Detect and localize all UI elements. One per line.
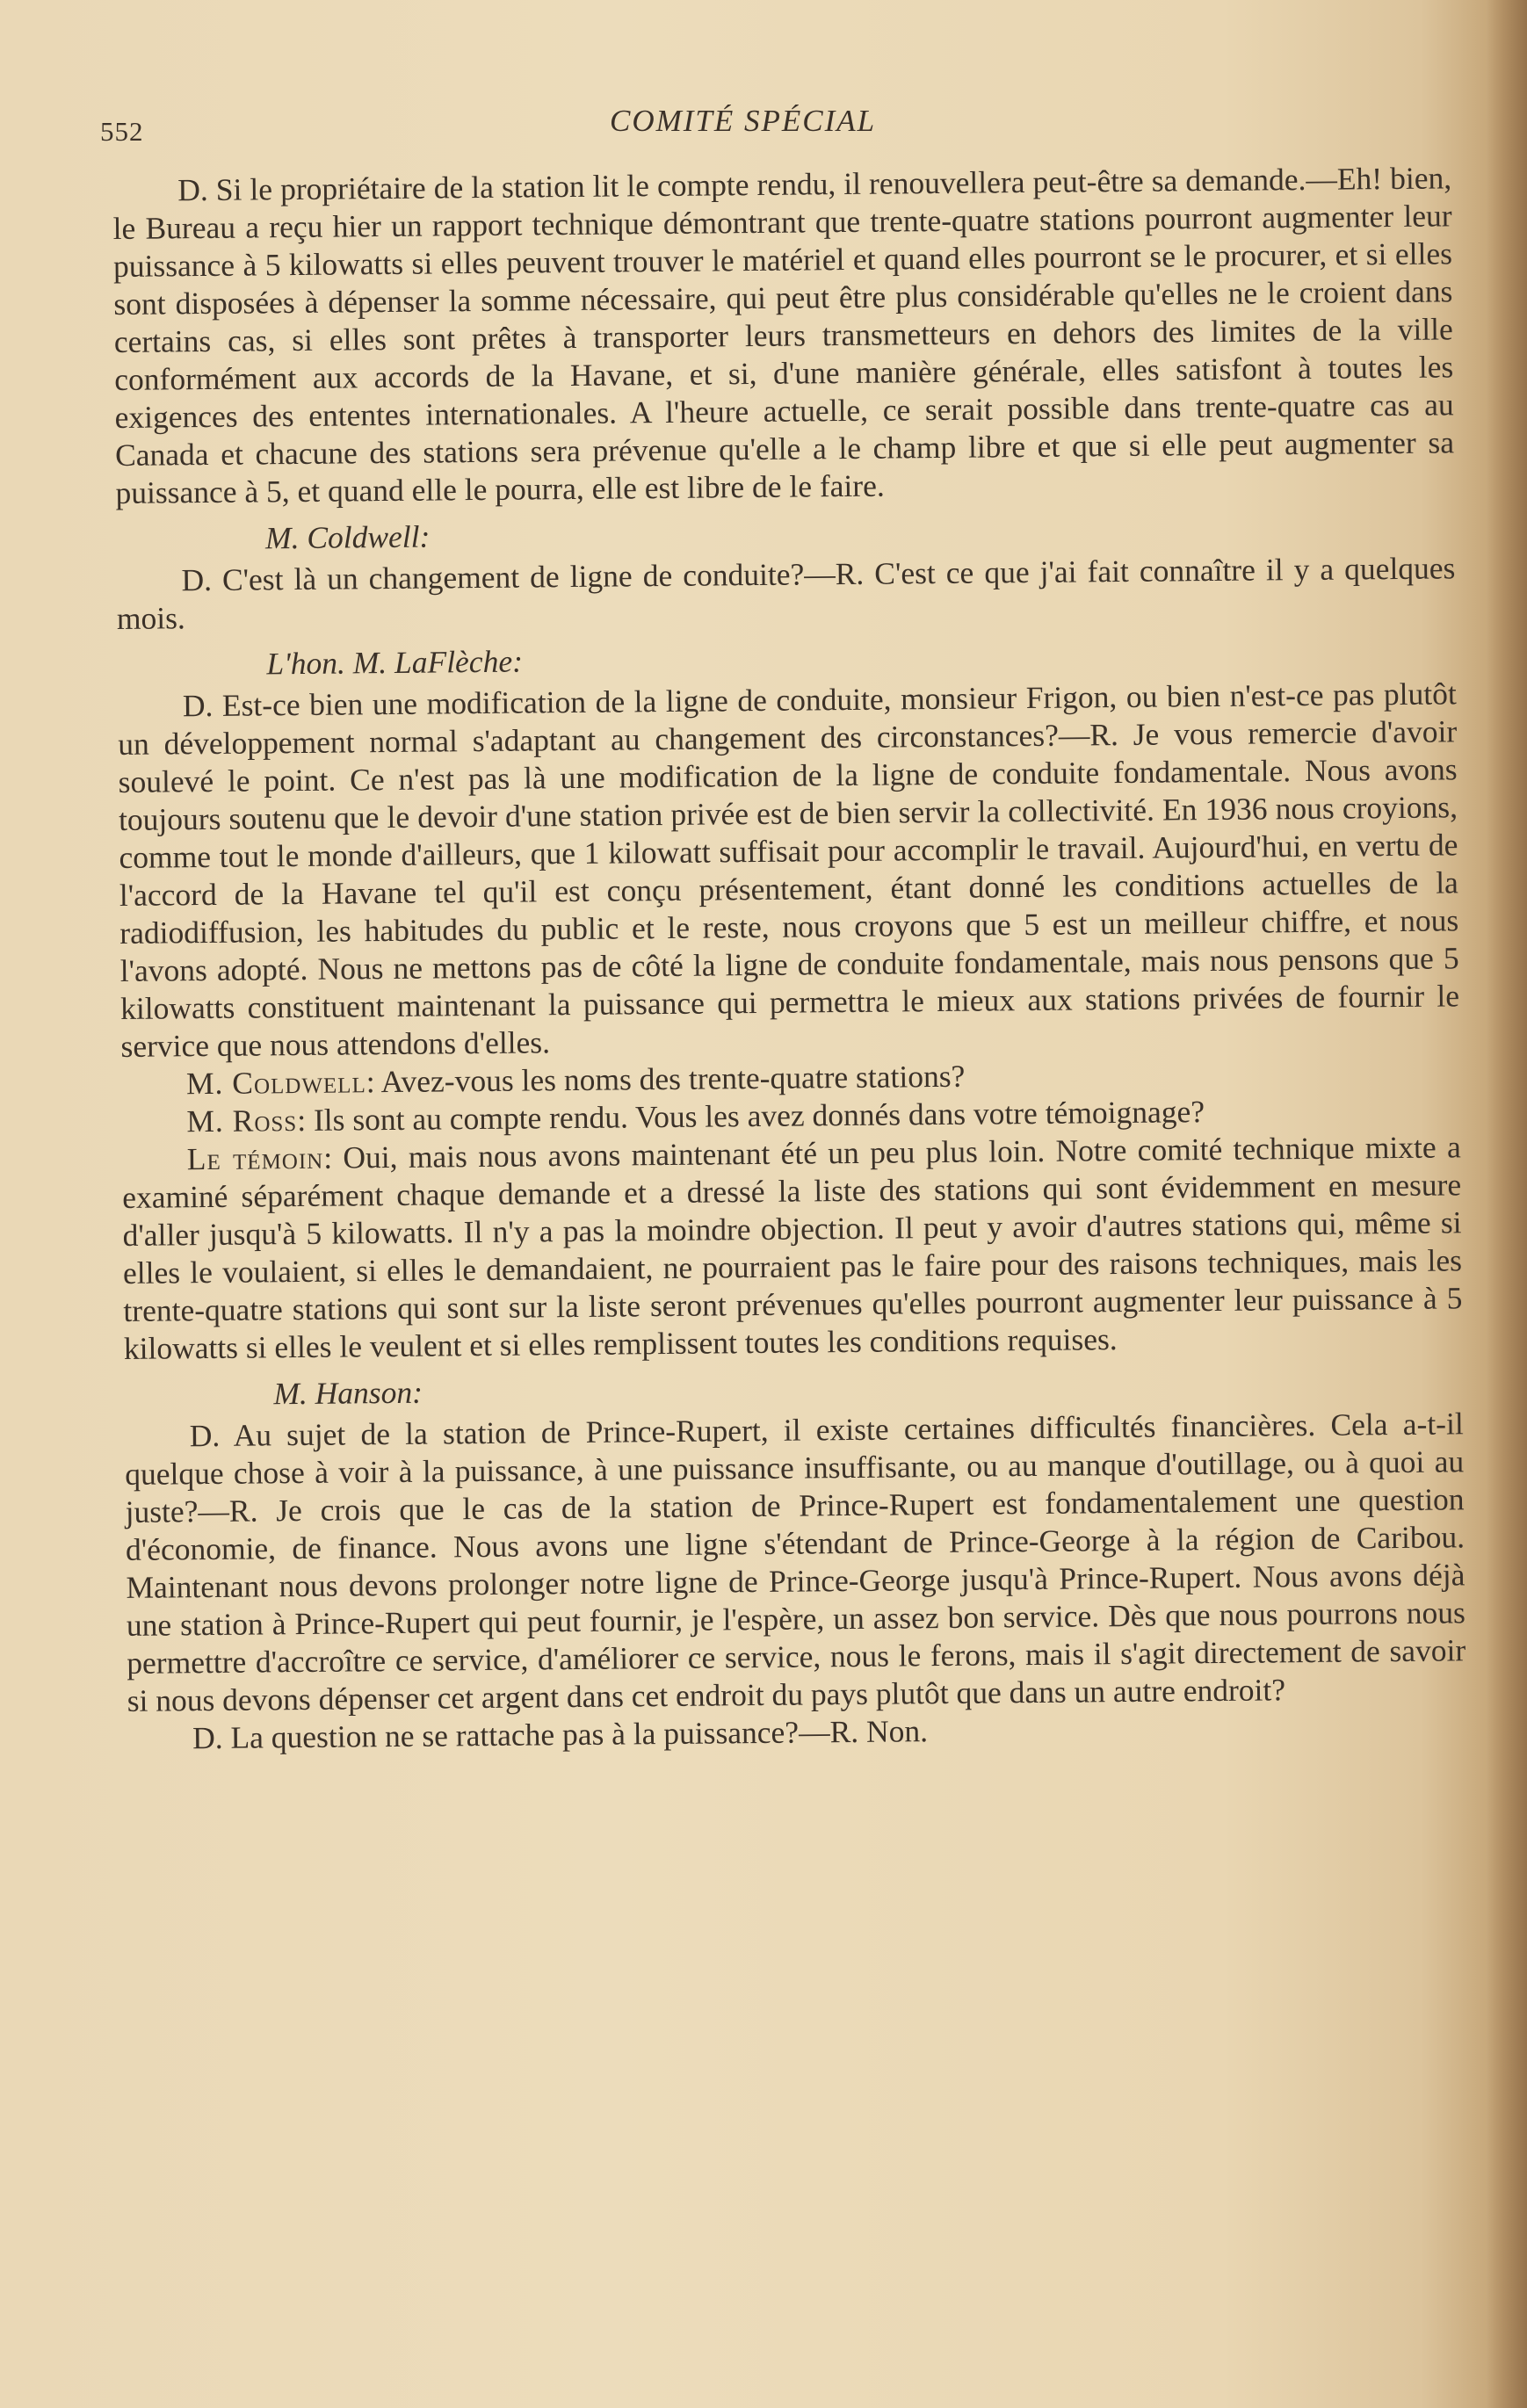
- statement-text: : Ils sont au compte rendu. Vous les avez donnés dans votre témoignage?: [297, 1094, 1205, 1139]
- question-paragraph: D. Si le propriétaire de la station lit le compte rendu, il renouvellera peut-être sa demande.—Eh! bien, le Bureau a reçu hier un rapport technique démontrant que trente-quatre stations pourront augmenter leur puissance à 5 kilowatts si elles peuvent trouver le matériel et quand elles pourront se le procurer, et si elles sont disposées à dépenser la somme nécessaire, qui peut être plus considérable qu'elles ne le croient dans certains cas, si elles sont prêtes à transporter leurs transmetteurs en dehors des limites de la ville conformément aux accords de la Havane, et si, d'une manière générale, elles satisfont à toutes les exigences des ententes internationales. A l'heure actuelle, ce serait possible dans trente-quatre cas au Canada et chacune des stations sera prévenue qu'elle a le champ libre et que si elle peut augmenter sa puissance à 5, et quand elle le pourra, elle est libre de le faire.: [112, 160, 1455, 510]
- statement-text: : Avez-vous les noms des trente-quatre stations?: [365, 1058, 966, 1100]
- speaker-name: M. Ross: [186, 1103, 298, 1139]
- book-spine-shadow: [1487, 0, 1527, 2408]
- page-header: [100, 104, 1436, 156]
- speaker-name: Le témoin: [186, 1139, 324, 1177]
- speaker-label: M. Coldwell:: [264, 518, 431, 556]
- speaker-label: L'hon. M. LaFlèche:: [266, 643, 524, 682]
- page-number: 552: [100, 116, 144, 147]
- running-head: COMITÉ SPÉCIAL: [610, 104, 877, 138]
- speaker-name: M. Coldwell: [185, 1064, 366, 1102]
- question-paragraph: D. La question ne se rattache pas à la puissance?—R. Non.: [192, 1713, 929, 1756]
- speaker-label: M. Hanson:: [273, 1374, 423, 1412]
- question-paragraph: D. Est-ce bien une modification de la ligne de conduite, monsieur Frigon, ou bien n'est-ce pas plutôt un développement normal s'adaptant au changement des circonstances?—R. Je vous remercie d'avoir soulevé le point. Ce n'est pas là une modification de la ligne de conduite fondamentale. Nous avons toujours soutenu que le devoir d'une station privée est de bien servir la collectivité. En 1936 nous croyions, comme tout le monde d'ailleurs, que 1 kilowatt suffisait pour accomplir le travail. Aujourd'hui, en vertu de l'accord de la Havane tel qu'il est conçu présentement, étant donné les conditions actuelles de la radiodiffusion, les habitudes du public et le reste, nous croyons que 5 est un meilleur chiffre, et nous l'avons adopté. Nous ne mettons pas de côté la ligne de conduite fondamentale, mais nous pensons que 5 kilowatts constituent maintenant la puissance qui permettra le mieux aux stations privées de fournir le service que nous attendons d'elles.: [118, 676, 1460, 1064]
- statement-text: : Oui, mais nous avons maintenant été un peu plus loin. Notre comité technique mixte a examiné séparément chaque demande et a dressé la liste des stations qui sont évidemment en mesure d'aller jusqu'à 5 kilowatts. Il n'y a pas la moindre objection. Il peut y avoir d'autres stations qui, même si elles le voulaient, si elles le demandaient, ne pourraient pas le faire pour des raisons techniques, mais les trente-quatre stations qui sont sur la liste seront prévenues qu'elles pourront augmenter leur puissance à 5 kilowatts si elles le veulent et si elles remplissent toutes les conditions requises.: [122, 1129, 1463, 1366]
- question-paragraph: D. Au sujet de la station de Prince-Rupert, il existe certaines difficultés financières. Cela a-t-il quelque chose à voir à la puissance, à une puissance insuffisante, ou au manque d'outillage, ou à quoi au juste?—R. Je crois que le cas de la station de Prince-Rupert est fondamentalement une question d'économie, de finance. Nous avons une ligne s'étendant de Prince-George à la région de Caribou. Maintenant nous devons prolonger notre ligne de Prince-George jusqu'à Prince-Rupert. Nous avons déjà une station à Prince-Rupert qui peut fournir, je l'espère, un assez bon service. Dès que nous pourrons nous permettre d'accroître ce service, d'améliorer ce service, nous le ferons, mais il s'agit directement de savoir si nous devons dépenser cet argent dans cet endroit du pays plutôt que dans un autre endroit?: [125, 1406, 1466, 1718]
- question-paragraph: D. C'est là un changement de ligne de conduite?—R. C'est ce que j'ai fait connaître il y a quelques mois.: [116, 550, 1456, 636]
- statement-paragraph: [122, 1128, 1463, 1368]
- body-text: [112, 159, 1466, 1758]
